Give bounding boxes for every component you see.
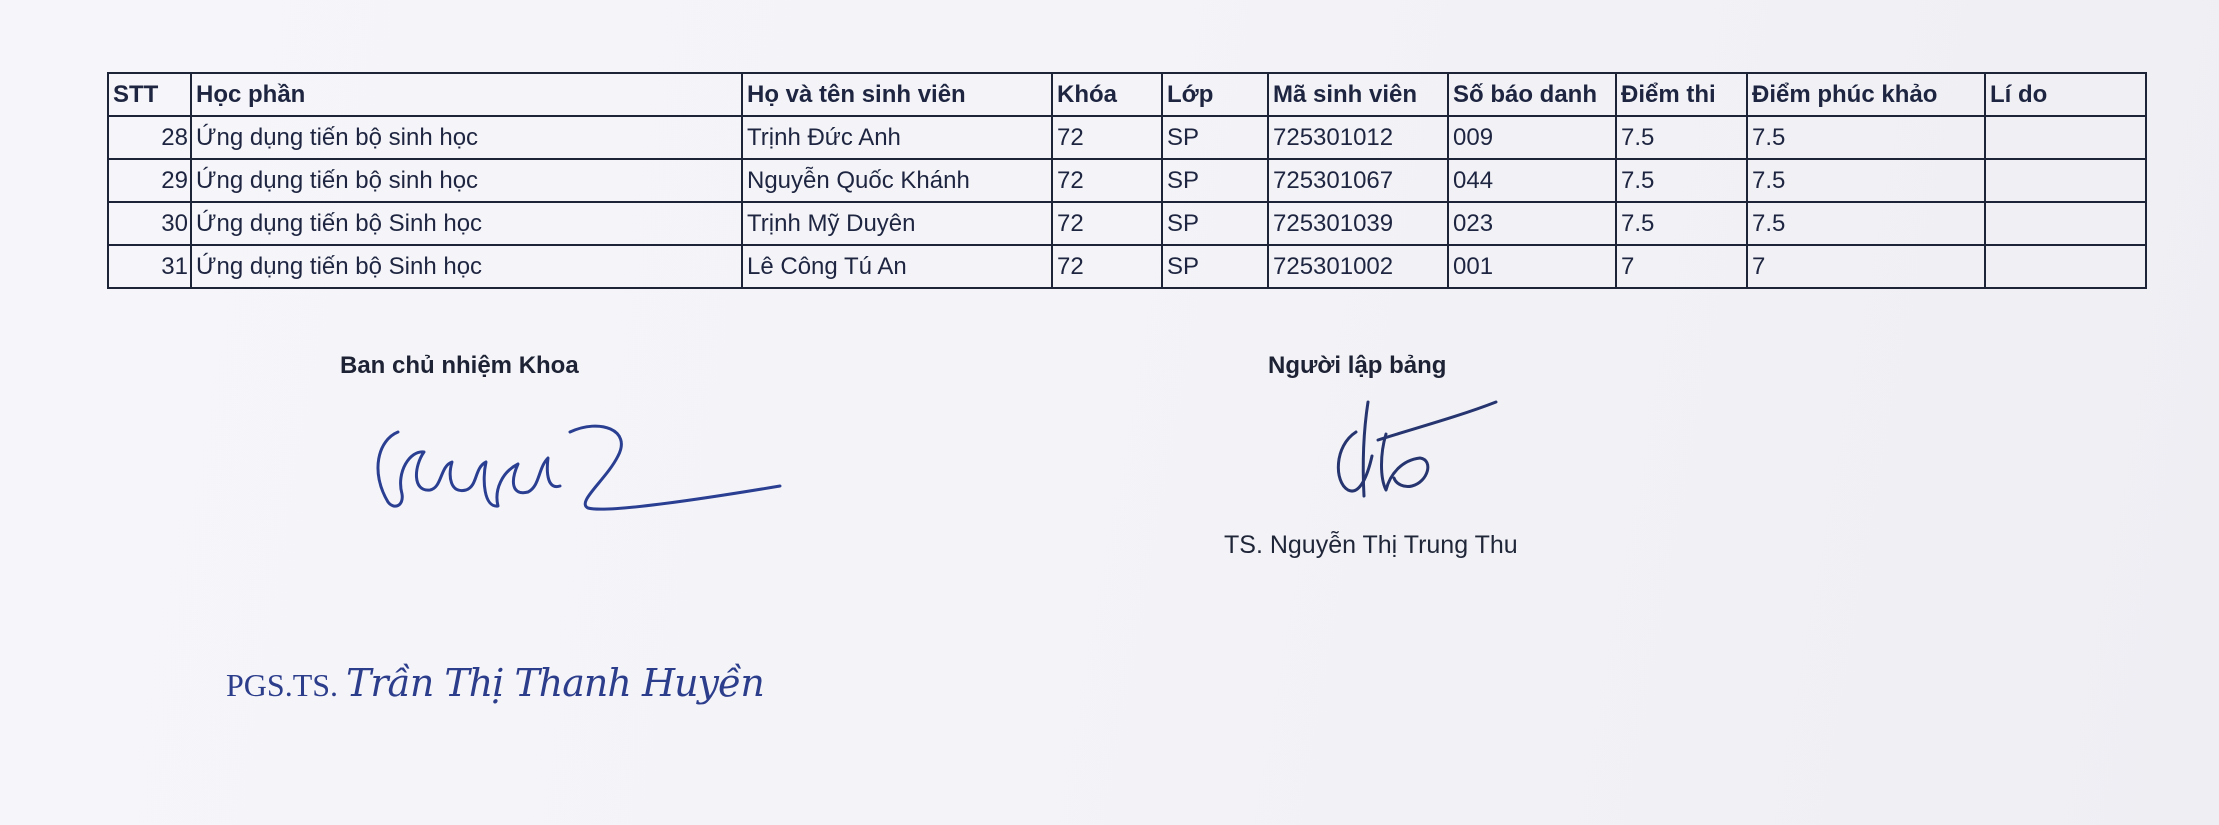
cell-course: Ứng dụng tiến bộ Sinh học xyxy=(191,245,742,288)
cell-candidate-number: 023 xyxy=(1448,202,1616,245)
header-student-id: Mã sinh viên xyxy=(1268,73,1448,116)
header-course: Học phần xyxy=(191,73,742,116)
cell-reason xyxy=(1985,116,2146,159)
table-header-row xyxy=(108,73,2146,116)
cell-stt: 30 xyxy=(108,202,191,245)
cell-stt: 29 xyxy=(108,159,191,202)
header-candidate-number: Số báo danh xyxy=(1448,73,1616,116)
cell-student-name: Lê Công Tú An xyxy=(742,245,1052,288)
preparer-name: TS. Nguyễn Thị Trung Thu xyxy=(1224,531,1518,559)
faculty-board-degree: PGS.TS. xyxy=(226,667,339,703)
cell-exam-score: 7.5 xyxy=(1616,159,1747,202)
cell-exam-score: 7.5 xyxy=(1616,116,1747,159)
header-class: Lớp xyxy=(1162,73,1268,116)
cell-stt: 28 xyxy=(108,116,191,159)
cell-exam-score: 7 xyxy=(1616,245,1747,288)
cell-class: SP xyxy=(1162,202,1268,245)
preparer-signature xyxy=(1320,398,1510,508)
table-row xyxy=(108,159,2146,202)
faculty-board-signer xyxy=(226,661,764,705)
cell-course: Ứng dụng tiến bộ sinh học xyxy=(191,116,742,159)
header-exam-score: Điểm thi xyxy=(1616,73,1747,116)
cell-reason xyxy=(1985,159,2146,202)
cell-cohort: 72 xyxy=(1052,159,1162,202)
grade-review-table xyxy=(107,72,2147,289)
table-row xyxy=(108,202,2146,245)
header-cohort: Khóa xyxy=(1052,73,1162,116)
cell-student-id: 725301002 xyxy=(1268,245,1448,288)
faculty-board-signature xyxy=(370,410,790,520)
cell-student-id: 725301039 xyxy=(1268,202,1448,245)
cell-review-score: 7.5 xyxy=(1747,202,1985,245)
cell-class: SP xyxy=(1162,159,1268,202)
cell-reason xyxy=(1985,202,2146,245)
cell-student-id: 725301012 xyxy=(1268,116,1448,159)
cell-course: Ứng dụng tiến bộ Sinh học xyxy=(191,202,742,245)
cell-stt: 31 xyxy=(108,245,191,288)
cell-class: SP xyxy=(1162,245,1268,288)
header-review-score: Điểm phúc khảo xyxy=(1747,73,1985,116)
cell-candidate-number: 044 xyxy=(1448,159,1616,202)
header-stt: STT xyxy=(108,73,191,116)
cell-student-id: 725301067 xyxy=(1268,159,1448,202)
cell-student-name: Trịnh Đức Anh xyxy=(742,116,1052,159)
cell-cohort: 72 xyxy=(1052,116,1162,159)
preparer-title: Người lập bảng xyxy=(1268,352,1447,379)
cell-review-score: 7.5 xyxy=(1747,159,1985,202)
cell-student-name: Trịnh Mỹ Duyên xyxy=(742,202,1052,245)
cell-candidate-number: 009 xyxy=(1448,116,1616,159)
faculty-board-title: Ban chủ nhiệm Khoa xyxy=(340,352,579,379)
cell-reason xyxy=(1985,245,2146,288)
header-student-name: Họ và tên sinh viên xyxy=(742,73,1052,116)
cell-student-name: Nguyễn Quốc Khánh xyxy=(742,159,1052,202)
cell-cohort: 72 xyxy=(1052,202,1162,245)
header-reason: Lí do xyxy=(1985,73,2146,116)
cell-class: SP xyxy=(1162,116,1268,159)
cell-review-score: 7 xyxy=(1747,245,1985,288)
cell-cohort: 72 xyxy=(1052,245,1162,288)
cell-candidate-number: 001 xyxy=(1448,245,1616,288)
cell-review-score: 7.5 xyxy=(1747,116,1985,159)
table-row xyxy=(108,245,2146,288)
cell-exam-score: 7.5 xyxy=(1616,202,1747,245)
faculty-board-name: Trần Thị Thanh Huyền xyxy=(346,661,764,705)
table-row xyxy=(108,116,2146,159)
cell-course: Ứng dụng tiến bộ sinh học xyxy=(191,159,742,202)
